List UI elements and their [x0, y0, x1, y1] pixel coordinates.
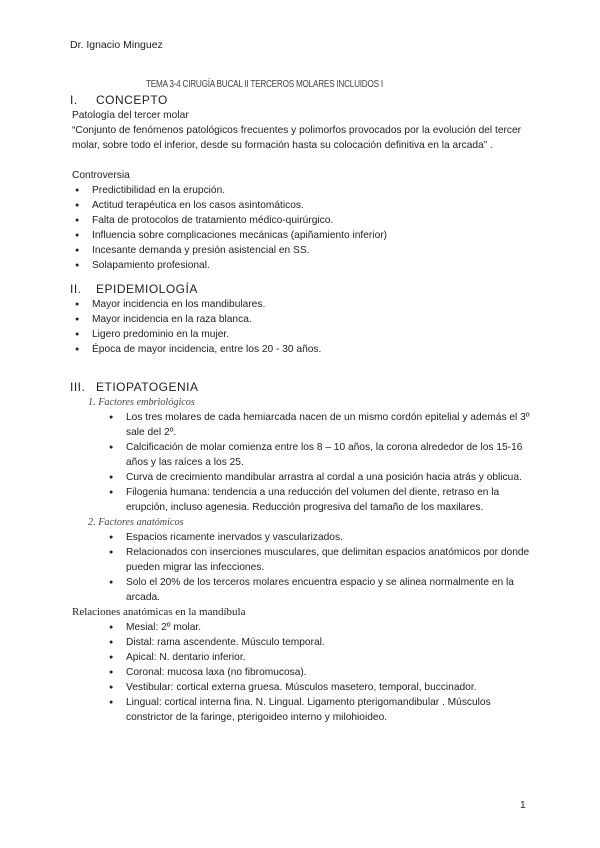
- list-item: ● Actitud terapéutica en los casos asintomáticos.: [72, 198, 532, 213]
- list-item: ● Mayor incidencia en los mandibulares.: [72, 297, 532, 312]
- section-heading: [72, 281, 532, 297]
- list-item: ● Predictibilidad en la erupción.: [72, 183, 532, 198]
- section-heading: [72, 92, 532, 108]
- section-number: I.: [70, 93, 78, 107]
- section-title: ETIOPATOGENIA: [96, 380, 199, 394]
- list-item: ● Apical: N. dentario inferior.: [106, 650, 532, 665]
- page-number: 1: [520, 800, 526, 811]
- list-item: ● Espacios ricamente inervados y vascularizados.: [106, 530, 532, 545]
- list-item: ● Coronal: mucosa laxa (no fibromucosa).: [106, 665, 532, 680]
- controversia-label: Controversia: [72, 170, 130, 181]
- section-number: III.: [70, 380, 86, 394]
- author: Dr. Ignacio Minguez: [70, 39, 163, 51]
- list-item: ● Época de mayor incidencia, entre los 20 - 30 años.: [72, 342, 532, 357]
- list-item: ● Filogenia humana: tendencia a una reducción del volumen del diente, retraso en la erupción, incluso agenesia. Reducción progresiva del tamaño de los maxilares.: [106, 485, 532, 515]
- list-item: ● Mesial: 2º molar.: [106, 620, 532, 635]
- quote: “Conjunto de fenómenos patológicos frecuentes y polimorfos provocados por la evolución del tercer molar, sobre todo el inferior, desde su formación hasta su colocación definitiva en la arcada” .: [72, 125, 522, 151]
- list-item: ● Calcificación de molar comienza entre los 8 – 10 años, la corona alrededor de los 15-16 años y las raíces a los 25.: [106, 440, 532, 470]
- list-item: ● Solo el 20% de los terceros molares encuentra espacio y se alinea normalmente en la arcada.: [106, 575, 532, 605]
- list-item: ● Curva de crecimiento mandibular arrastra al cordal a una posición hacia atrás y oblicua.: [106, 470, 532, 485]
- list-item: ● Vestibular: cortical externa gruesa. Músculos masetero, temporal, buccinador.: [106, 680, 532, 695]
- list-item: ● Incesante demanda y presión asistencial en SS.: [72, 243, 532, 258]
- list: [88, 620, 532, 725]
- list-item: ● Los tres molares de cada hemiarcada nacen de un mismo cordón epitelial y además el 3º sale del 2º.: [106, 410, 532, 440]
- document-title: TEMA 3-4 CIRUGÍA BUCAL II TERCEROS MOLARES INCLUIDOS I: [146, 79, 383, 90]
- section-title: CONCEPTO: [96, 93, 168, 107]
- subsection-title: Relaciones anatómicas en la mandíbula: [72, 606, 246, 618]
- subsection-title: 2. Factores anatómicos: [88, 517, 184, 528]
- list-item: ● Falta de protocolos de tratamiento médico-quirúrgico.: [72, 213, 532, 228]
- list-item: ● Mayor incidencia en la raza blanca.: [72, 312, 532, 327]
- section-title: EPIDEMIOLOGÍA: [96, 282, 198, 296]
- list-item: ● Distal: rama ascendente. Músculo temporal.: [106, 635, 532, 650]
- list-item: ● Lingual: cortical interna fina. N. Lingual. Ligamento pterigomandibular . Músculos constrictor de la faringe, pterigoideo interno y milohioideo.: [106, 695, 532, 725]
- subsection-title: 1. Factores embriológicos: [88, 397, 195, 408]
- list: [88, 530, 532, 605]
- list: [88, 410, 532, 515]
- list-item: ● Solapamiento profesional.: [72, 258, 532, 273]
- list: [72, 297, 532, 357]
- section-heading: [72, 379, 532, 395]
- list-item: ● Ligero predominio en la mujer.: [72, 327, 532, 342]
- list-item: ● Influencia sobre complicaciones mecánicas (apiñamiento inferior): [72, 228, 532, 243]
- list: [72, 183, 532, 273]
- section-number: II.: [70, 282, 82, 296]
- list-item: ● Relacionados con inserciones musculares, que delimitan espacios anatómicos por donde pueden migrar las infecciones.: [106, 545, 532, 575]
- subheading: Patología del tercer molar: [72, 110, 189, 121]
